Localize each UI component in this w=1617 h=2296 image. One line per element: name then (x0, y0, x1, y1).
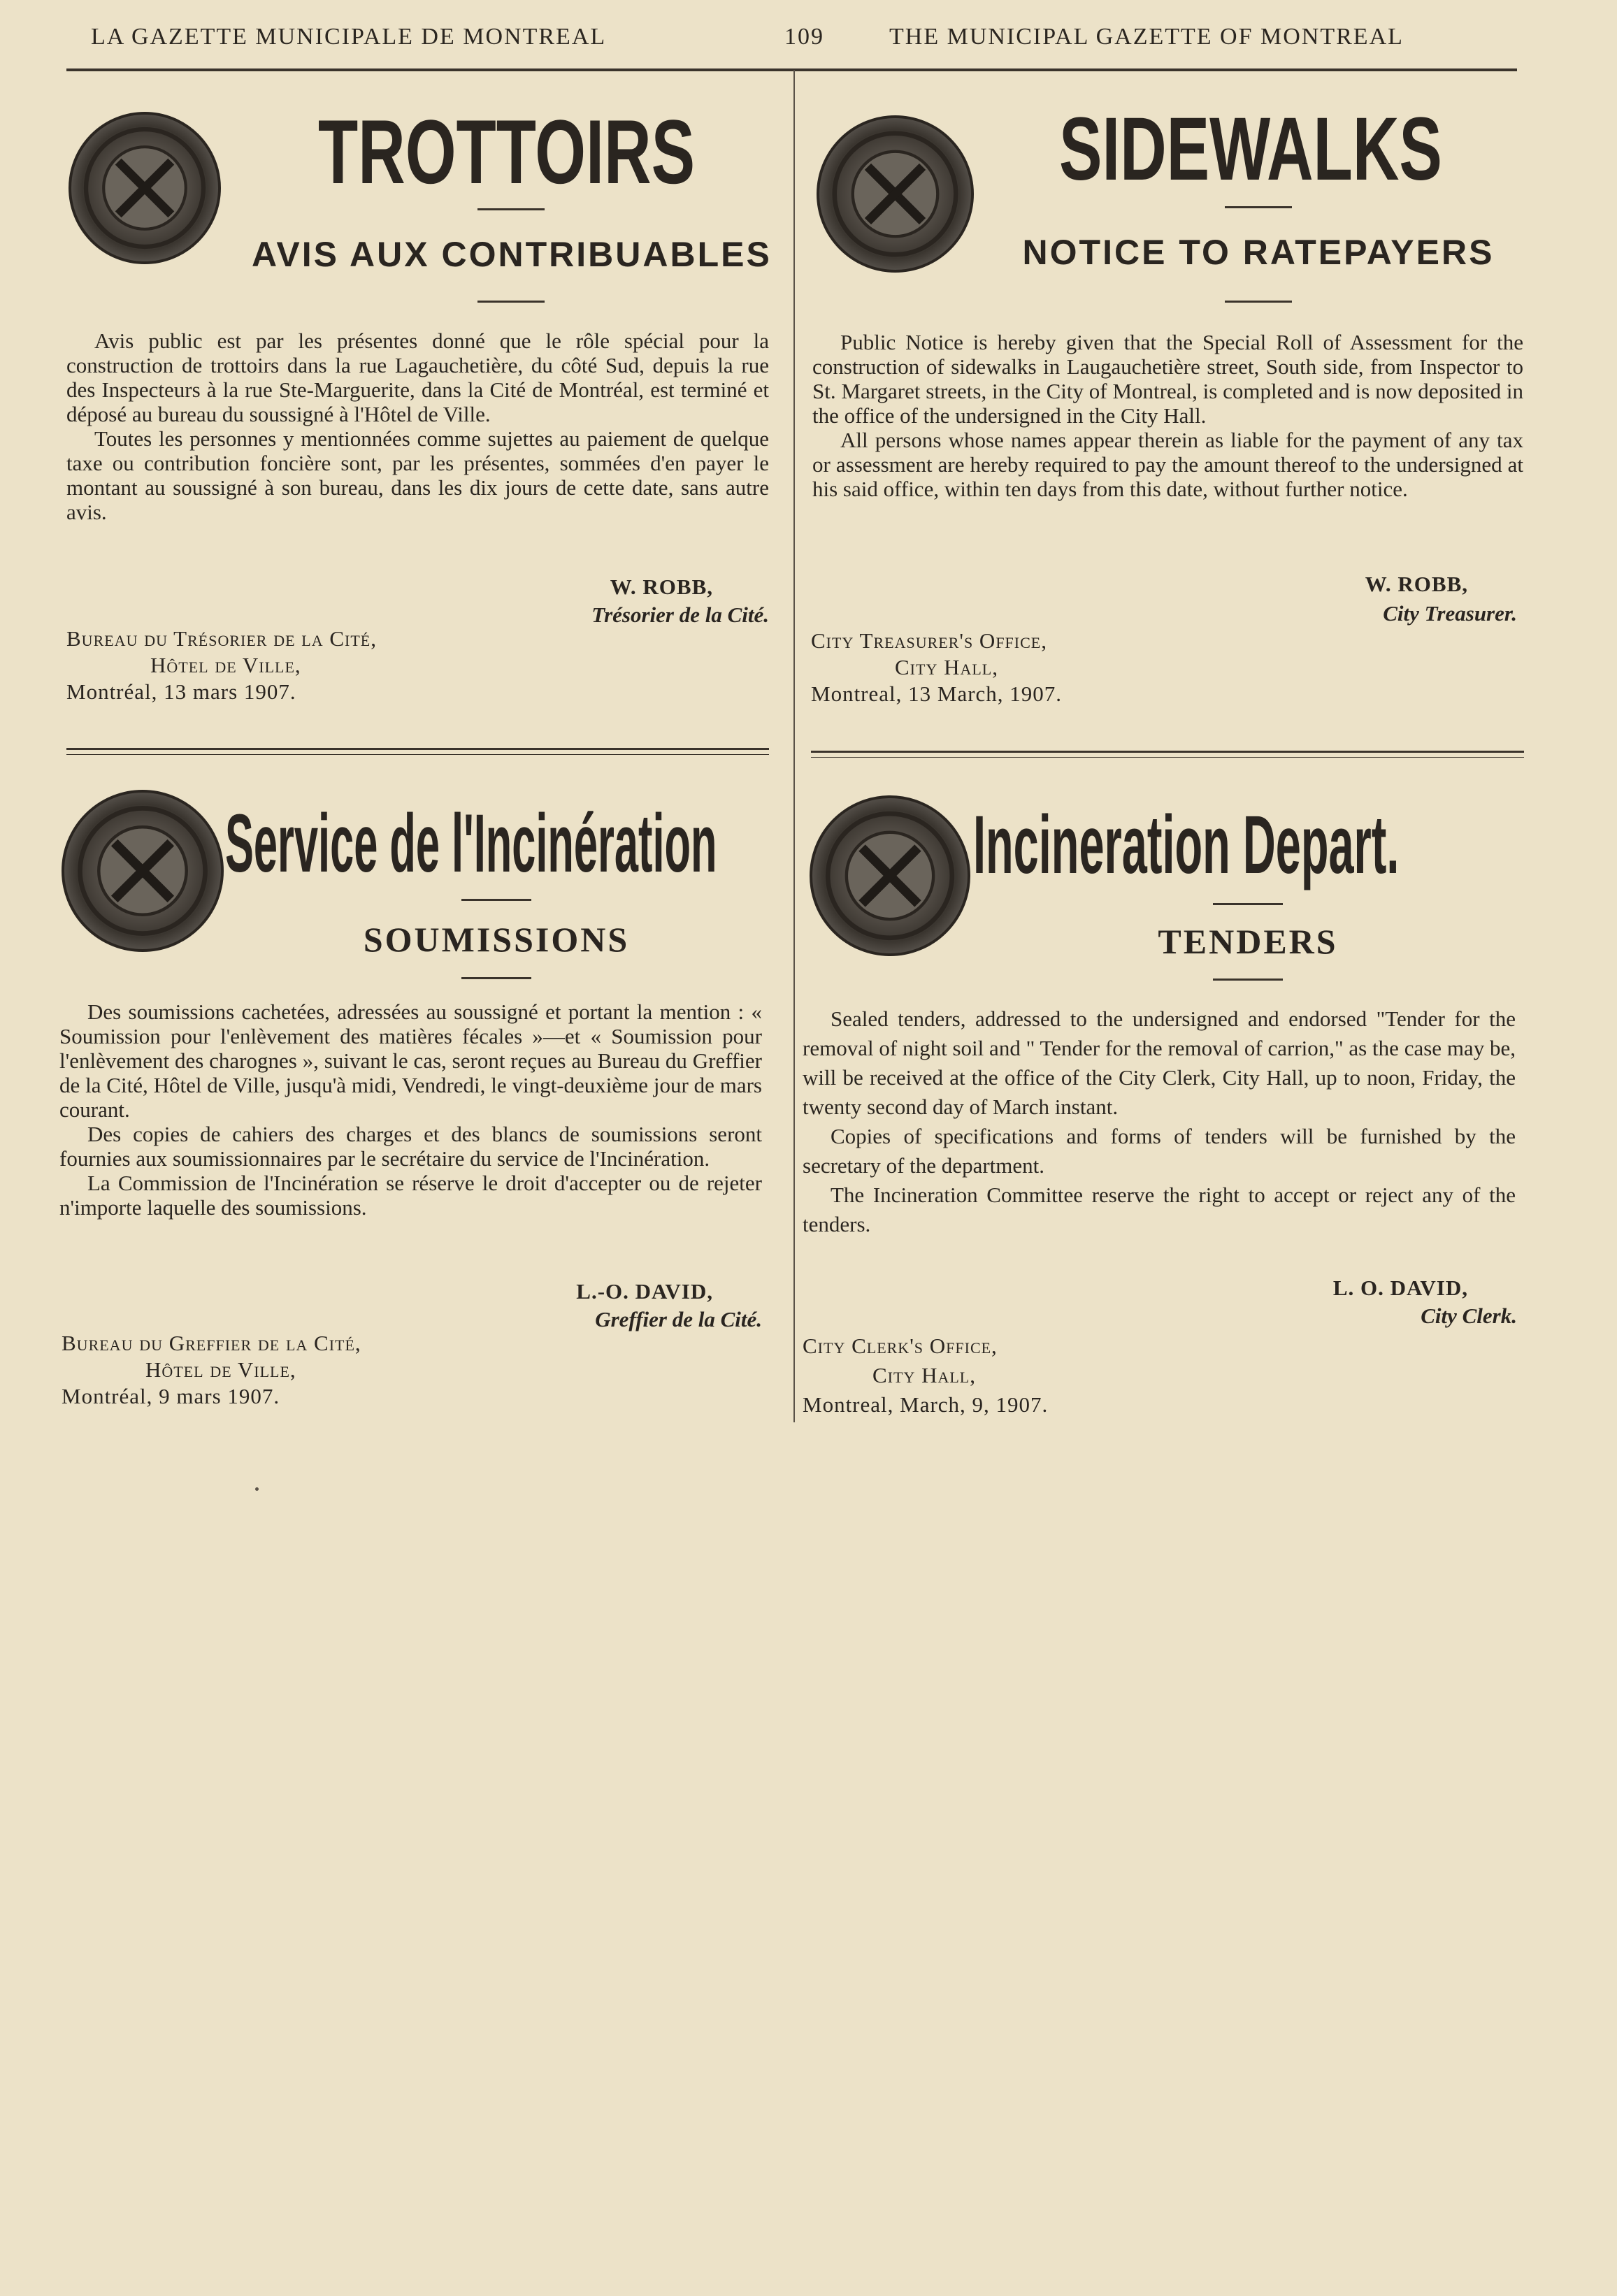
paragraph: Toutes les personnes y mentionnées comme sujettes au paiement de quelque taxe ou contribution foncière sont, par les présentes, sommées d'en payer le montant au soussigné à son bureau, dans les dix jours de cette date, sans autre avis. (66, 426, 769, 524)
running-head-left: LA GAZETTE MUNICIPALE DE MONTREAL (91, 24, 607, 50)
section-rule (66, 748, 769, 750)
subtitle-rule (461, 977, 531, 979)
section-rule (811, 751, 1524, 753)
paragraph: Copies of specifications and forms of tenders will be furnished by the secretary of the department. (803, 1124, 1516, 1178)
paragraph: The Incineration Committee reserve the right to accept or reject any of the tenders. (803, 1183, 1516, 1236)
paragraph: Des copies de cahiers des charges et des blancs de soumissions seront fournies aux soumissionnaires par le secrétaire du service de l'Incinération. (59, 1122, 762, 1171)
notice-body (803, 1004, 1516, 1239)
signature-name: L.-O. DAVID, (576, 1279, 713, 1304)
office-line: Hôtel de Ville, (150, 653, 301, 677)
title-rule (1225, 206, 1292, 208)
notice-subtitle: TENDERS (1158, 922, 1338, 961)
signature-name: L. O. DAVID, (1332, 1276, 1468, 1300)
office-block (811, 628, 1300, 707)
notice-date: Montréal, 9 mars 1907. (62, 1384, 280, 1408)
signature-title: City Treasurer. (1383, 601, 1517, 626)
header-rule (66, 68, 1517, 71)
signature-name: W. ROBB, (610, 575, 713, 599)
notice-title: SIDEWALKS (1059, 99, 1442, 199)
city-seal-icon (817, 115, 974, 273)
section-rule (811, 757, 1524, 758)
notice-date: Montréal, 13 mars 1907. (66, 679, 296, 704)
notice-title: Service de l'Incinération (225, 797, 717, 890)
office-line: City Clerk's Office, (803, 1334, 998, 1358)
signature-title: Trésorier de la Cité. (591, 602, 769, 627)
running-head-right: THE MUNICIPAL GAZETTE OF MONTREAL (889, 24, 1404, 50)
city-seal-icon (62, 790, 224, 952)
subtitle-rule (1213, 979, 1283, 981)
subtitle-rule (1225, 301, 1292, 303)
title-rule (477, 208, 545, 210)
notice-date: Montreal, March, 9, 1907. (803, 1392, 1049, 1417)
column-divider (793, 70, 795, 1422)
notice-body (812, 330, 1523, 501)
title-rule (1213, 903, 1283, 905)
paragraph: All persons whose names appear therein as liable for the payment of any tax or assessment are hereby required to pay the amount thereof to the undersigned at his said office, within ten days from this date, without further notice. (812, 428, 1523, 501)
office-line: Hôtel de Ville, (145, 1357, 296, 1382)
subtitle-rule (477, 301, 545, 303)
notice-title: Incineration Depart. (973, 799, 1400, 891)
city-seal-icon (810, 795, 970, 956)
office-block (803, 1331, 1292, 1420)
office-line: City Hall, (872, 1363, 976, 1387)
office-block (62, 1330, 551, 1410)
notice-date: Montreal, 13 March, 1907. (811, 681, 1063, 706)
notice-subtitle: SOUMISSIONS (363, 920, 630, 959)
title-rule (461, 899, 531, 901)
notice-body (59, 999, 762, 1220)
office-line: Bureau du Trésorier de la Cité, (66, 626, 377, 651)
paragraph: Sealed tenders, addressed to the undersigned and endorsed "Tender for the removal of night soil and " Tender for the removal of carrion," as the case may be, will be received at the office of the City Clerk, City Hall, up to noon, Friday, the twenty second day of March instant. (803, 1006, 1516, 1119)
paragraph: Public Notice is hereby given that the Special Roll of Assessment for the construction of sidewalks in Laugauchetière street, South side, from Inspector to St. Margaret streets, in the City of Montreal, is completed and is now deposited in the office of the undersigned in the City Hall. (812, 330, 1523, 428)
office-line: City Hall, (895, 655, 998, 679)
page-number: 109 (784, 24, 824, 50)
signature-title: Greffier de la Cité. (595, 1307, 762, 1331)
office-line: City Treasurer's Office, (811, 628, 1047, 653)
section-rule (66, 754, 769, 755)
paragraph: Des soumissions cachetées, adressées au soussigné et portant la mention : « Soumission pour l'enlèvement des matières fécales »—et « Soumission pour l'enlèvement des charognes », suivant le cas, seront reçues au Bureau du Greffier de la Cité, Hôtel de Ville, jusqu'à midi, Vendredi, le vingt-deuxième jour de mars courant. (59, 999, 762, 1122)
notice-body (66, 328, 769, 524)
office-line: Bureau du Greffier de la Cité, (62, 1331, 361, 1355)
paragraph: La Commission de l'Incinération se réserve le droit d'accepter ou de rejeter n'importe laquelle des soumissions. (59, 1171, 762, 1220)
city-seal-icon (69, 112, 221, 264)
paragraph: Avis public est par les présentes donné que le rôle spécial pour la construction de trottoirs dans la rue Lagauchetière, du côté Sud, depuis la rue des Inspecteurs à la rue Ste-Marguerite, dans la Cité de Montréal, est terminé et déposé au bureau du soussigné à l'Hôtel de Ville. (66, 328, 769, 426)
notice-subtitle: NOTICE TO RATEPAYERS (1022, 233, 1495, 272)
paper-speck (255, 1487, 259, 1491)
signature-name: W. ROBB, (1365, 572, 1468, 596)
signature-title: City Clerk. (1421, 1304, 1517, 1328)
notice-subtitle: AVIS AUX CONTRIBUABLES (252, 235, 772, 274)
notice-title: TROTTOIRS (318, 101, 696, 203)
office-block (66, 626, 556, 705)
